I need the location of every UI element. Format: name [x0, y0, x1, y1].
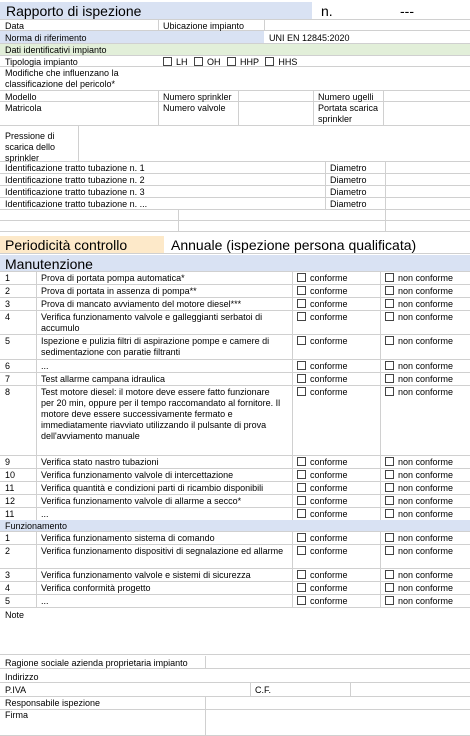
row-data	[0, 20, 470, 31]
checkbox-icon[interactable]	[297, 457, 306, 466]
row-pressione	[0, 126, 470, 162]
conforme-option[interactable]: conforme	[292, 311, 350, 323]
data-label: Data	[5, 21, 25, 31]
conforme-option[interactable]: conforme	[292, 298, 350, 310]
checkbox-icon[interactable]	[297, 286, 306, 295]
checkbox-icon[interactable]	[297, 336, 306, 345]
item-number: 10	[5, 470, 16, 480]
portata-scarica-label: Portata scarica sprinkler	[318, 103, 379, 124]
identification-block	[0, 20, 470, 232]
non-conforme-option[interactable]: non conforme	[380, 456, 455, 468]
item-description: Verifica funzionamento sistema di comando	[41, 533, 215, 543]
item-description: Test allarme campana idraulica	[41, 374, 166, 384]
checklist-row	[0, 298, 470, 311]
diametro-label: Diametro	[330, 199, 367, 209]
report-number-value[interactable]: ---	[400, 3, 414, 19]
item-number: 11	[5, 483, 15, 493]
item-number: 6	[5, 361, 11, 371]
item-number: 8	[5, 387, 11, 397]
checkbox-lh[interactable]: LH	[163, 57, 188, 67]
item-number: 12	[5, 496, 16, 506]
item-description: ...	[41, 509, 49, 519]
ubicazione-label: Ubicazione impianto	[163, 21, 245, 31]
item-description: Verifica funzionamento dispositivi di segnalazione ed allarme	[41, 546, 284, 556]
checkbox-icon[interactable]	[385, 336, 394, 345]
item-description: Verifica funzionamento valvole e sistemi di sicurezza	[41, 570, 251, 580]
funzionamento-section	[0, 520, 470, 608]
firma-label: Firma	[5, 710, 28, 720]
item-description: Test motore diesel: il motore deve essere fatto funzionare per 20 min, oppure per il tempo raccomandato al fornitore. Il motore deve essere successivamente fermato e immediatamente riavviato utilizzando il pulsante di prova dell'avviamento manuale	[41, 387, 281, 441]
checkbox-hhp[interactable]: HHP	[227, 57, 259, 67]
numero-sprinkler-label: Numero sprinkler	[163, 92, 232, 102]
checklist-row	[0, 285, 470, 298]
numero-valvole-label: Numero valvole	[163, 103, 226, 113]
non-conforme-option[interactable]: non conforme	[380, 386, 455, 398]
non-conforme-option[interactable]: non conforme	[380, 582, 455, 594]
diametro-label: Diametro	[330, 187, 367, 197]
checkbox-icon[interactable]	[385, 387, 394, 396]
checkbox-icon[interactable]	[297, 312, 306, 321]
non-conforme-option[interactable]: non conforme	[380, 595, 455, 607]
checkbox-icon[interactable]	[385, 312, 394, 321]
note-section	[0, 609, 470, 655]
conforme-option[interactable]: conforme	[292, 495, 350, 507]
checklist-row	[0, 469, 470, 482]
checkbox-icon[interactable]	[297, 583, 306, 592]
item-number: 4	[5, 583, 11, 593]
row-dati-title	[0, 44, 470, 56]
item-number: 1	[5, 273, 11, 283]
conforme-option[interactable]: conforme	[292, 545, 350, 557]
indirizzo-label: Indirizzo	[5, 672, 39, 682]
checkbox-icon[interactable]	[385, 596, 394, 605]
conforme-option[interactable]: conforme	[292, 482, 350, 494]
checkbox-icon[interactable]	[385, 286, 394, 295]
checklist-row	[0, 373, 470, 386]
checkbox-icon[interactable]	[385, 374, 394, 383]
footer-block	[0, 656, 470, 736]
checkbox-icon[interactable]	[385, 509, 394, 518]
checkbox-icon[interactable]	[297, 470, 306, 479]
conforme-option[interactable]: conforme	[292, 285, 350, 297]
item-number: 2	[5, 286, 11, 296]
checkbox-icon[interactable]	[385, 299, 394, 308]
checkbox-icon[interactable]	[385, 496, 394, 505]
funzionamento-title: Funzionamento	[5, 521, 68, 531]
row-tubazione-2	[0, 174, 470, 186]
item-description: Verifica funzionamento valvole di allarme a secco*	[41, 496, 242, 506]
row-tubazione-4	[0, 198, 470, 210]
item-description: Verifica funzionamento valvole di intercettazione	[41, 470, 234, 480]
norma-value: UNI EN 12845:2020	[269, 33, 350, 43]
conforme-option[interactable]: conforme	[292, 456, 350, 468]
item-description: Prova di mancato avviamento del motore diesel***	[41, 299, 242, 309]
non-conforme-option[interactable]: non conforme	[380, 532, 455, 544]
checklist-row	[0, 272, 470, 285]
checkbox-icon[interactable]	[385, 361, 394, 370]
checklist-row	[0, 569, 470, 582]
note-label: Note	[5, 610, 25, 620]
item-description: ...	[41, 361, 49, 371]
row-empty-1	[0, 210, 470, 221]
non-conforme-option[interactable]: non conforme	[380, 335, 455, 347]
checklist-row	[0, 360, 470, 373]
conforme-option[interactable]: conforme	[292, 569, 350, 581]
item-number: 5	[5, 596, 11, 606]
item-number: 4	[5, 312, 11, 322]
non-conforme-option[interactable]: non conforme	[380, 508, 455, 520]
non-conforme-option[interactable]: non conforme	[380, 285, 455, 297]
row-firma	[0, 710, 470, 736]
diametro-label: Diametro	[330, 163, 367, 173]
checkbox-icon[interactable]	[385, 570, 394, 579]
matricola-label: Matricola	[5, 103, 42, 113]
norma-label: Norma di riferimento	[0, 31, 264, 43]
tubazione-label: Identificazione tratto tubazione n. 1	[5, 163, 145, 173]
row-modello	[0, 91, 470, 102]
conforme-option[interactable]: conforme	[292, 508, 350, 520]
row-indirizzo	[0, 669, 470, 683]
checkbox-icon[interactable]	[297, 546, 306, 555]
checkbox-icon[interactable]	[297, 374, 306, 383]
item-description: Verifica stato nastro tubazioni	[41, 457, 159, 467]
conforme-option[interactable]: conforme	[292, 595, 350, 607]
tubazione-label: Identificazione tratto tubazione n. 2	[5, 175, 145, 185]
non-conforme-option[interactable]: non conforme	[380, 272, 455, 284]
checkbox-icon[interactable]	[297, 387, 306, 396]
checklist-row	[0, 386, 470, 456]
checkbox-icon[interactable]	[385, 273, 394, 282]
diametro-label: Diametro	[330, 175, 367, 185]
checkbox-icon[interactable]	[297, 483, 306, 492]
checkbox-hhs[interactable]: HHS	[265, 57, 297, 67]
item-number: 2	[5, 546, 11, 556]
conforme-option[interactable]: conforme	[292, 335, 350, 347]
non-conforme-option[interactable]: non conforme	[380, 482, 455, 494]
checkbox-icon[interactable]	[385, 546, 394, 555]
non-conforme-option[interactable]: non conforme	[380, 311, 455, 323]
non-conforme-option[interactable]: non conforme	[380, 545, 455, 557]
item-description: Prova di portata in assenza di pompa**	[41, 286, 197, 296]
report-title: Rapporto di ispezione	[0, 2, 312, 19]
item-description: Verifica conformità progetto	[41, 583, 151, 593]
conforme-option[interactable]: conforme	[292, 532, 350, 544]
checkbox-icon[interactable]	[297, 361, 306, 370]
row-empty-2	[0, 221, 470, 232]
report-header	[0, 2, 470, 20]
item-number: 5	[5, 336, 11, 346]
manutenzione-section	[0, 255, 470, 521]
piva-label: P.IVA	[5, 685, 27, 695]
conforme-option[interactable]: conforme	[292, 272, 350, 284]
conforme-option[interactable]: conforme	[292, 373, 350, 385]
checkbox-icon[interactable]	[297, 273, 306, 282]
checkbox-icon[interactable]	[297, 299, 306, 308]
dati-identificativi-title: Dati identificativi impianto	[5, 45, 107, 55]
checkbox-icon[interactable]	[385, 470, 394, 479]
checkbox-icon[interactable]	[385, 483, 394, 492]
item-number: 1	[5, 533, 11, 543]
manutenzione-title: Manutenzione	[5, 256, 93, 272]
funzionamento-rows	[0, 532, 470, 608]
checkbox-oh[interactable]: OH	[194, 57, 221, 67]
cf-label: C.F.	[255, 685, 272, 695]
pressione-label: Pressione di scarica dello sprinkler	[5, 131, 56, 163]
conforme-option[interactable]: conforme	[292, 469, 350, 481]
modifiche-label: Modifiche che influenzano la classificazione del pericolo*	[5, 68, 119, 89]
row-tipologia	[0, 56, 470, 67]
item-description: ...	[41, 596, 49, 606]
checklist-row	[0, 582, 470, 595]
report-number-label: n.	[321, 3, 333, 19]
checkbox-icon[interactable]	[385, 533, 394, 542]
item-number: 11	[5, 509, 15, 519]
row-modifiche	[0, 67, 470, 91]
periodicita-block	[0, 236, 470, 254]
checkbox-icon[interactable]	[297, 509, 306, 518]
item-number: 9	[5, 457, 11, 467]
item-number: 3	[5, 299, 11, 309]
row-matricola	[0, 102, 470, 126]
non-conforme-option[interactable]: non conforme	[380, 495, 455, 507]
tubazione-label: Identificazione tratto tubazione n. 3	[5, 187, 145, 197]
checklist-row	[0, 595, 470, 608]
checklist-row	[0, 311, 470, 335]
responsabile-label: Responsabile ispezione	[5, 698, 101, 708]
checkbox-icon[interactable]	[297, 496, 306, 505]
checklist-row	[0, 456, 470, 469]
checkbox-icon[interactable]	[297, 533, 306, 542]
non-conforme-option[interactable]: non conforme	[380, 373, 455, 385]
row-piva	[0, 683, 470, 697]
numero-ugelli-label: Numero ugelli	[318, 92, 374, 102]
periodicita-value: Annuale (ispezione persona qualificata)	[171, 237, 417, 253]
conforme-option[interactable]: conforme	[292, 360, 350, 372]
checklist-row	[0, 482, 470, 495]
item-number: 7	[5, 374, 11, 384]
ragione-sociale-label: Ragione sociale azienda proprietaria impianto	[5, 658, 188, 668]
tipologia-label: Tipologia impianto	[5, 57, 78, 67]
item-description: Ispezione e pulizia filtri di aspirazione pompe e camere di sedimentazione con paratie filtranti	[41, 336, 270, 357]
checkbox-icon[interactable]	[385, 583, 394, 592]
item-description: Verifica quantità e condizioni parti di ricambio disponibili	[41, 483, 264, 493]
checkbox-icon[interactable]	[297, 570, 306, 579]
non-conforme-option[interactable]: non conforme	[380, 298, 455, 310]
row-norma	[0, 31, 470, 44]
periodicita-label: Periodicità controllo	[0, 236, 164, 253]
checklist-row	[0, 545, 470, 569]
checkbox-icon[interactable]	[385, 457, 394, 466]
item-description: Verifica funzionamento valvole e galleggianti serbatoi di accumulo	[41, 312, 263, 333]
checklist-row	[0, 335, 470, 360]
row-tubazione-3	[0, 186, 470, 198]
tubazione-label: Identificazione tratto tubazione n. ...	[5, 199, 148, 209]
non-conforme-option[interactable]: non conforme	[380, 360, 455, 372]
checkbox-icon[interactable]	[297, 596, 306, 605]
manutenzione-rows	[0, 272, 470, 521]
item-description: Prova di portata pompa automatica*	[41, 273, 185, 283]
row-ragione	[0, 656, 470, 669]
row-tubazione-1	[0, 162, 470, 174]
item-number: 3	[5, 570, 11, 580]
checklist-row	[0, 495, 470, 508]
non-conforme-option[interactable]: non conforme	[380, 469, 455, 481]
modello-label: Modello	[5, 92, 37, 102]
conforme-option[interactable]: conforme	[292, 582, 350, 594]
non-conforme-option[interactable]: non conforme	[380, 569, 455, 581]
checklist-row	[0, 532, 470, 545]
row-responsabile	[0, 697, 470, 710]
conforme-option[interactable]: conforme	[292, 386, 350, 398]
